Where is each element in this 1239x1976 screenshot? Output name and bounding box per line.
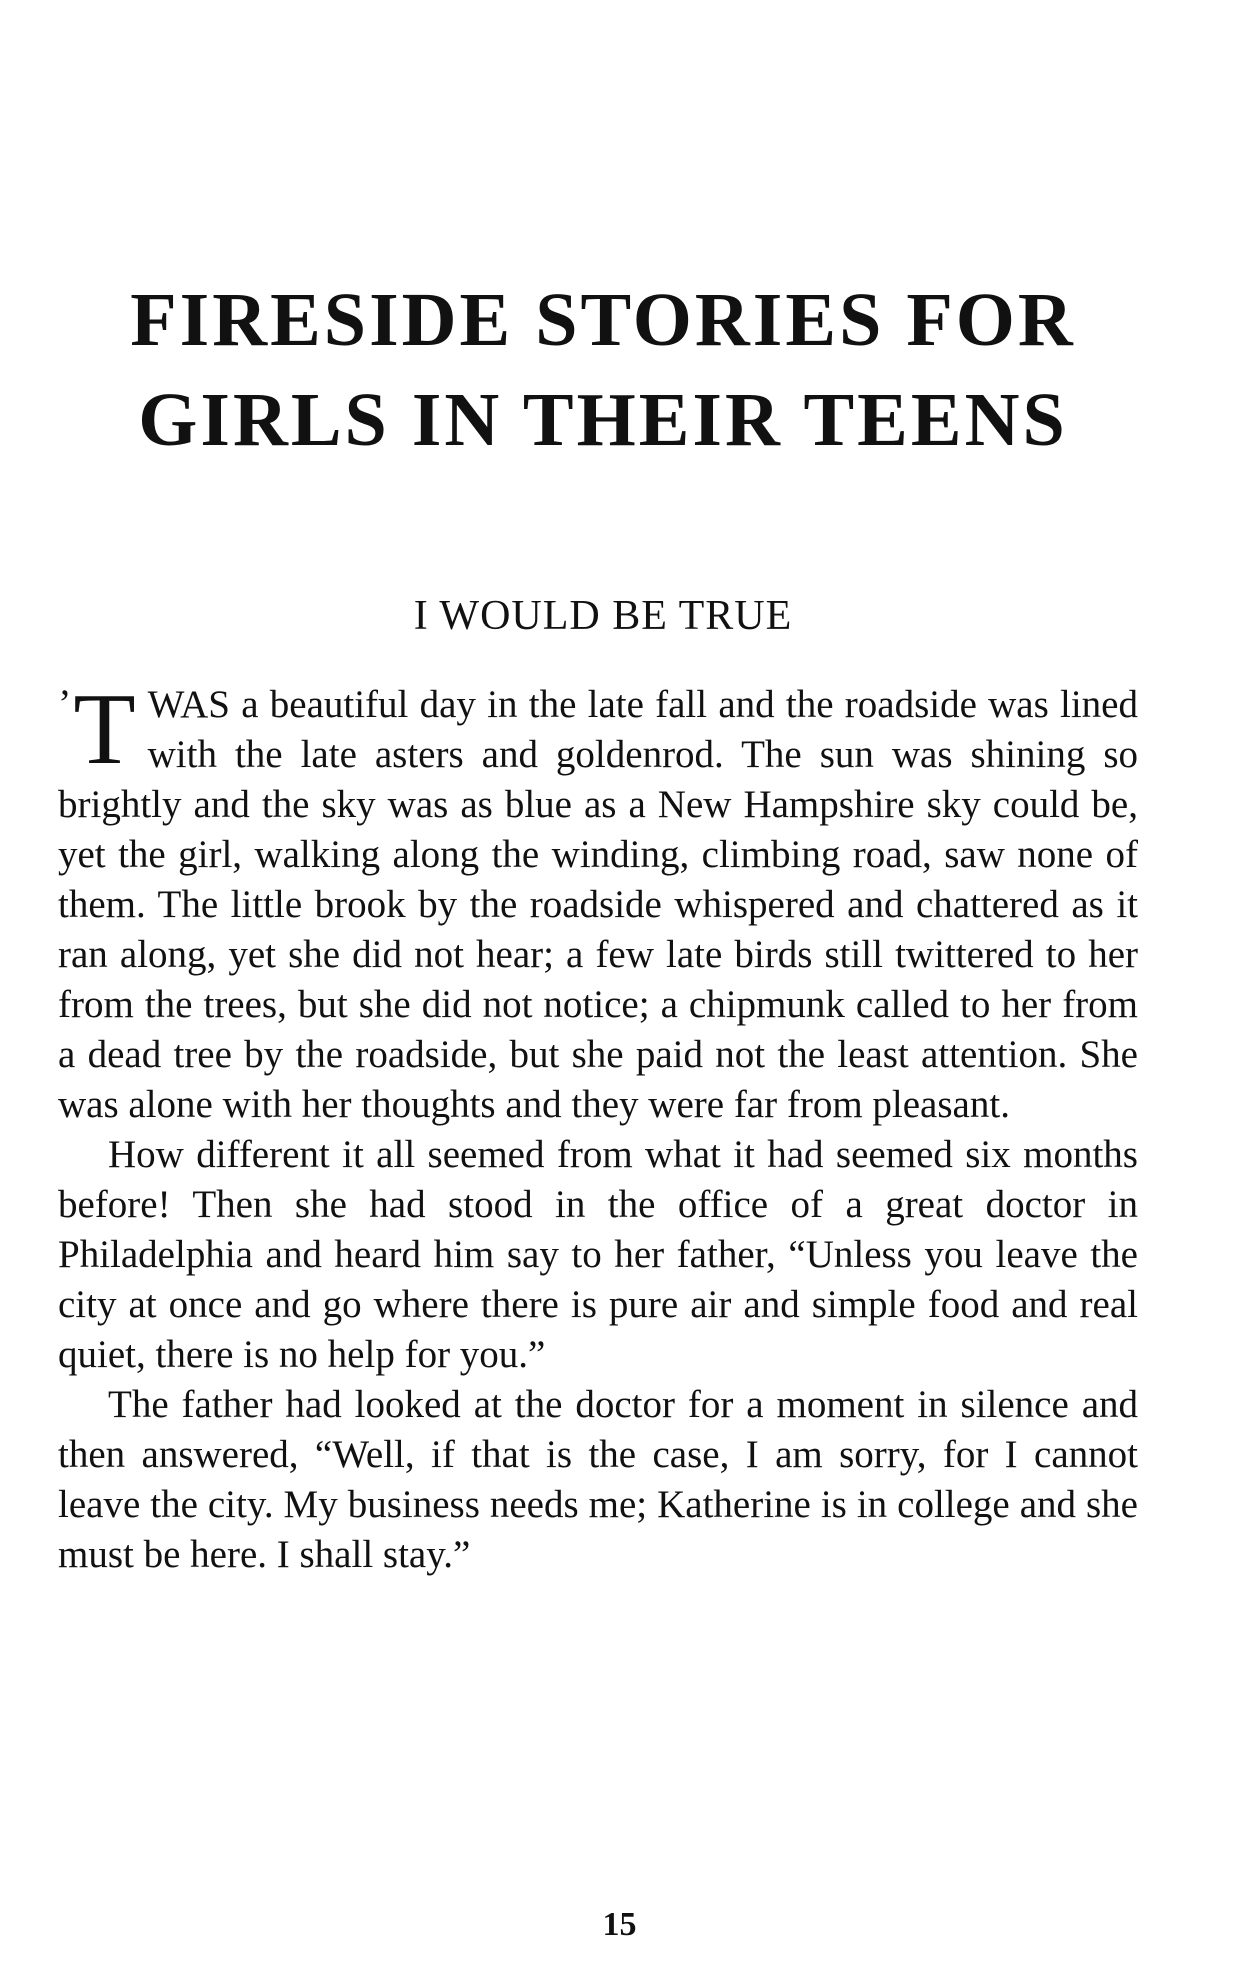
book-title-line-2: GIRLS IN THEIR TEENS (138, 378, 1068, 462)
drop-cap-apostrophe: ’ (58, 681, 72, 726)
paragraph-2: How different it all seemed from what it had seemed six months before! Then she had stood in the office of a great doctor in Philadelphia and heard him say to her father, “Unless you leave the city at once and go where there is pure air and simple food and real quiet, there is no help for you.” (58, 1133, 1138, 1376)
page-number: 15 (602, 1906, 637, 1943)
drop-cap (58, 673, 136, 786)
chapter-title: I WOULD BE TRUE (413, 593, 793, 639)
paragraph-3: The father had looked at the doctor for a moment in silence and then answered, “Well, if that is the case, I am sorry, for I cannot leave the city. My business needs me; Katherine is in college and she must be here. I shall stay.” (58, 1383, 1138, 1576)
book-title (58, 270, 1148, 470)
book-title-line-1: FIRESIDE STORIES FOR (130, 278, 1076, 362)
chapter-body (58, 673, 1138, 1580)
paragraph-1 (58, 673, 1138, 1130)
drop-cap-letter: T (73, 673, 136, 786)
paragraph-1-text: WAS a beautiful day in the late fall and the roadside was lined with the late asters and goldenrod. The sun was shining so brightly and the sky was as blue as a New Hampshire sky could be, yet the girl, walking along the winding, climbing road, saw none of them. The little brook by the roadside whispered and chattered as it ran along, yet she did not hear; a few late birds still twittered to her from the trees, but she did not notice; a chipmunk called to her from a dead tree by the roadside, but she paid not the least attention. She was alone with her thoughts and they were far from pleasant. (58, 683, 1138, 1126)
